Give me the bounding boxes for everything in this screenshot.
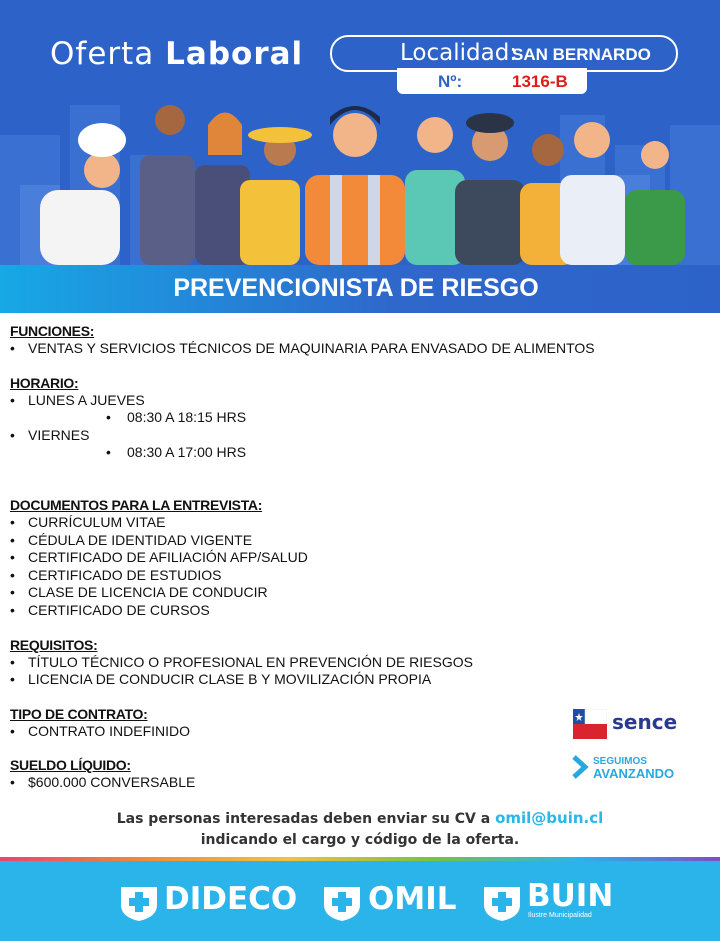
buin-logo-text: BUIN (527, 878, 614, 914)
documentos-item: • CERTIFICADO DE ESTUDIOS (10, 567, 630, 585)
horario-time: • 08:30 A 18:15 HRS (10, 409, 630, 427)
buin-shield-icon (480, 883, 524, 923)
buin-subtitle: Ilustre Municipalidad (528, 912, 592, 919)
requisitos-heading: REQUISITOS: (10, 636, 98, 653)
horario-day: • LUNES A JUEVES (10, 392, 630, 410)
contrato-item: • CONTRATO INDEFINIDO (10, 723, 630, 741)
location-value: SAN BERNARDO (512, 45, 651, 64)
requisitos-item: • LICENCIA DE CONDUCIR CLASE B Y MOVILIZACIÓN PROPIA (10, 671, 630, 689)
sueldo-item: • $600.000 CONVERSABLE (10, 774, 630, 792)
documentos-item: • CERTIFICADO DE CURSOS (10, 602, 630, 620)
dideco-logo-text: DIDECO (164, 881, 298, 917)
funciones-heading: FUNCIONES: (10, 323, 95, 339)
documentos-item: • CERTIFICADO DE AFILIACIÓN AFP/SALUD (10, 549, 630, 567)
header-banner (0, 0, 720, 265)
dideco-shield-icon (117, 883, 161, 923)
page-title: Oferta Laboral (50, 36, 304, 72)
contrato-heading: TIPO DE CONTRATO: (10, 705, 148, 722)
documentos-item: • CÉDULA DE IDENTIDAD VIGENTE (10, 532, 630, 550)
job-title: PREVENCIONISTA DE RIESGO (173, 274, 539, 302)
contact-line-1: Las personas interesadas deben enviar su CV a (116, 811, 491, 827)
chevron-right-icon (571, 754, 589, 780)
contact-email-link[interactable]: omil@buin.cl (495, 809, 604, 827)
government-logo-icon (573, 709, 607, 739)
horario-time: • 08:30 A 17:00 HRS (10, 444, 630, 462)
job-title-band (0, 265, 720, 313)
omil-shield-icon (320, 883, 364, 923)
horario-heading: HORARIO: (10, 374, 79, 391)
seguimos-avanzando-logo (571, 754, 675, 785)
workers-illustration (30, 95, 690, 265)
offer-details (10, 323, 630, 792)
requisitos-item: • TÍTULO TÉCNICO O PROFESIONAL EN PREVENCIÓN DE RIESGOS (10, 654, 630, 672)
omil-logo-text: OMIL (368, 881, 457, 917)
contact-instructions (0, 808, 720, 851)
sueldo-heading: SUELDO LÍQUIDO: (10, 757, 131, 774)
location-label: Localidad: (400, 40, 518, 66)
documentos-heading: DOCUMENTOS PARA LA ENTREVISTA: (10, 496, 263, 513)
horario-day: • VIERNES (10, 427, 630, 445)
documentos-item: • CURRÍCULUM VITAE (10, 514, 630, 532)
offer-number-value: 1316-B (512, 72, 568, 91)
seguimos-text: SEGUIMOS (593, 756, 647, 767)
avanzando-text: AVANZANDO (593, 766, 675, 781)
funciones-item: • VENTAS Y SERVICIOS TÉCNICOS DE MAQUINARIA PARA ENVASADO DE ALIMENTOS (10, 340, 630, 358)
contact-line-2: indicando el cargo y código de la oferta. (200, 832, 520, 848)
sence-logo: sence (612, 710, 678, 734)
offer-number-label: Nº: (438, 72, 463, 91)
documentos-item: • CLASE DE LICENCIA DE CONDUCIR (10, 584, 630, 602)
